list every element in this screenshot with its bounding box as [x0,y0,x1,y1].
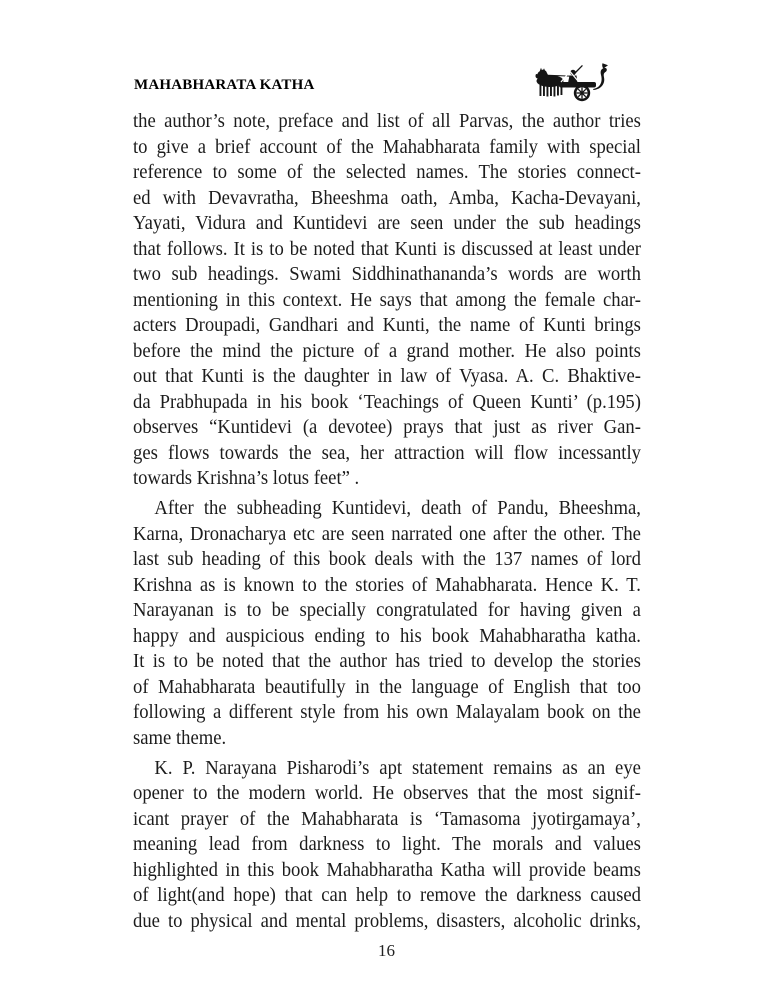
text-line: Krishna as is known to the stories of Mahabharata. Hence K. T. [133,573,641,596]
text-line: K. P. Narayana Pisharodi’s apt statement remains as an eye [154,756,641,779]
text-line: of light(and hope) that can help to remove the darkness caused [133,884,641,906]
text-line: opener to the modern world. He observes that the most signif- [133,782,641,804]
text-line: the author’s note, preface and list of all Parvas, the author tries [133,110,641,132]
page-header-title: MAHABHARATA KATHA [134,77,315,93]
text-line: two sub headings. Swami Siddhinathananda’s words are worth [133,263,641,285]
text-line: Karna, Dronacharya etc are seen narrated one after the other. The [133,522,641,545]
text-line: following a different style from his own Malayalam book on the [133,701,641,723]
text-line: Narayanan is to be specially congratulated for having given a [133,599,641,621]
paragraph [133,756,641,935]
text-line: reference to some of the selected names. The stories connect- [133,161,641,183]
paragraph [133,496,641,751]
text-line: mentioning in this context. He says that among the female char- [133,288,641,311]
text-line: da Prabhupada in his book ‘Teachings of Queen Kunti’ (p.195) [133,390,641,413]
text-line: meaning lead from darkness to light. The morals and values [133,833,641,855]
chariot-icon [534,62,608,104]
text-line: happy and auspicious ending to his book Mahabharatha katha. [133,624,641,647]
text-line: icant prayer of the Mahabharata is ‘Tamasoma jyotirgamaya’, [133,807,641,830]
text-line: acters Droupadi, Gandhari and Kunti, the name of Kunti brings [133,314,641,336]
paragraph [133,109,641,492]
text-line: Yayati, Vidura and Kuntidevi are seen under the sub headings [133,212,641,234]
text-line: After the subheading Kuntidevi, death of Pandu, Bheeshma, [154,497,641,519]
text-line: highlighted in this book Mahabharatha Katha will provide beams [133,858,641,881]
page-footer [0,941,773,961]
text-line: before the mind the picture of a grand mother. He also points [133,339,641,362]
page-number: 16 [378,941,395,960]
text-line: It is to be noted that the author has tried to develop the stories [133,650,641,672]
text-line: observes “Kuntidevi (a devotee) prays that just as river Gan- [133,416,641,438]
text-line: to give a brief account of the Mahabharata family with special [133,135,641,158]
text-line: of Mahabharata beautifully in the language of English that too [133,675,641,698]
text-line: due to physical and mental problems, disasters, alcoholic drinks, [133,909,641,932]
text-line: out that Kunti is the daughter in law of Vyasa. A. C. Bhaktive- [133,365,641,387]
text-line: ges flows towards the sea, her attraction will flow incessantly [133,441,641,464]
text-line: ed with Devavratha, Bheeshma oath, Amba, Kacha-Devayani, [133,186,641,209]
text-line: towards Krishna’s lotus feet” . [133,467,360,489]
text-line: last sub heading of this book deals with the 137 names of lord [133,548,641,570]
body-text [133,109,641,934]
text-line: that follows. It is to be noted that Kunti is discussed at least under [133,237,641,260]
text-line: same theme. [133,726,227,749]
